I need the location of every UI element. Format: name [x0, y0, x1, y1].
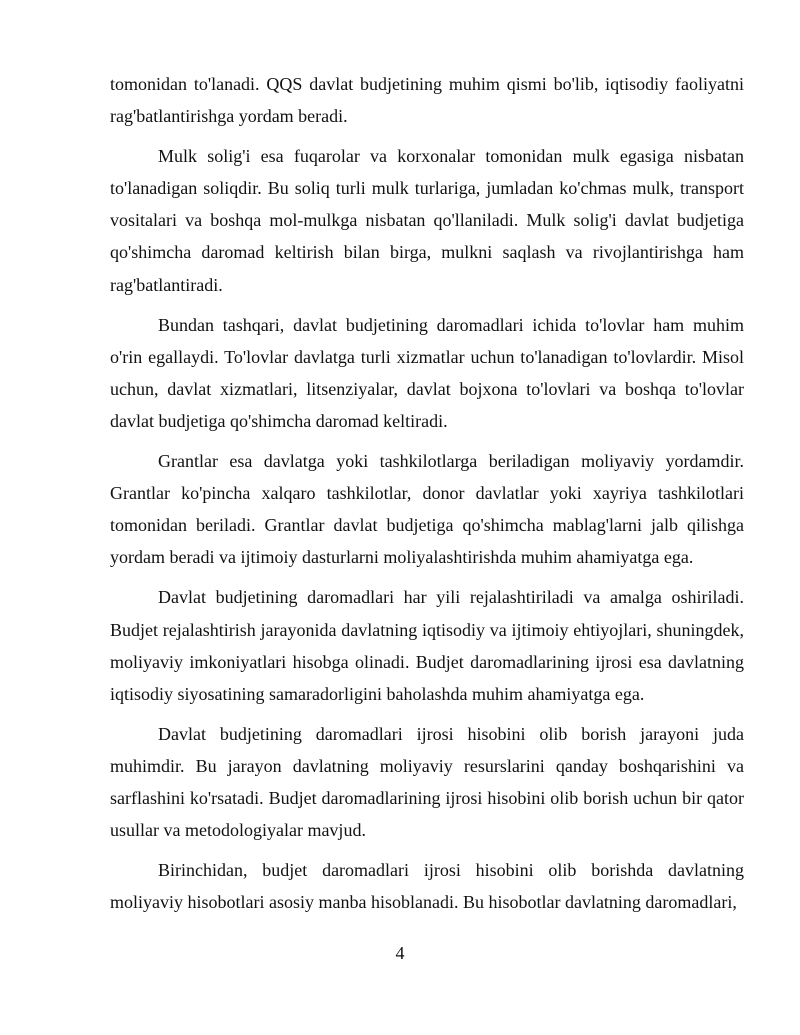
paragraph-fees: Bundan tashqari, davlat budjetining daromadlari ichida to'lovlar ham muhim o'rin egallaydi. To'lovlar davlatga turli xizmatlar uchun to'lanadigan to'lovlardir. Misol uchun, davlat xizmatlari, litsenziyalar, davlat bojxona to'lovlari va boshqa to'lovlar davlat budjetiga qo'shimcha daromad keltiradi. — [110, 314, 744, 431]
paragraph-financial-reports: Birinchidan, budjet daromadlari ijrosi hisobini olib borishda davlatning moliyaviy hisobotlari asosiy manba hisoblanadi. Bu hisobotlar davlatning daromadlari, — [110, 860, 744, 913]
paragraph-execution-accounting: Davlat budjetining daromadlari ijrosi hisobini olib borish jarayoni juda muhimdir. Bu jarayon davlatning moliyaviy resurslarini qanday boshqarishini va sarflashini ko'rsatadi. Budjet daromadlarining ijrosi hisobini olib borish uchun bir qator usullar va metodologiyalar mavjud. — [110, 723, 744, 841]
document-body — [110, 68, 744, 926]
paragraph-property-tax: Mulk solig'i esa fuqarolar va korxonalar tomonidan mulk egasiga nisbatan to'lanadigan soliqdir. Bu soliq turli mulk turlariga, jumladan ko'chmas mulk, transport vositalari va boshqa mol-mulkga nisbatan qo'llaniladi. Mulk solig'i davlat budjetiga qo'shimcha daromad keltirish bilan birga, mulkni saqlash va rivojlantirishga ham rag'batlantiradi. — [110, 146, 744, 295]
paragraph-grants: Grantlar esa davlatga yoki tashkilotlarga beriladigan moliyaviy yordamdir. Grantlar ko'pincha xalqaro tashkilotlar, donor davlatlar yoki xayriya tashkilotlari tomonidan beriladi. Grantlar davlat budjetiga qo'shimcha mablag'larni jalb qilishga yordam beradi va ijtimoiy dasturlarni moliyalashtirishda muhim ahamiyatga ega. — [110, 451, 744, 568]
paragraph-budget-planning: Davlat budjetining daromadlari har yili rejalashtiriladi va amalga oshiriladi. Budjet rejalashtirish jarayonida davlatning iqtisodiy va ijtimoiy ehtiyojlari, shuningdek, moliyaviy imkoniyatlari hisobga olinadi. Budjet daromadlarining ijrosi esa davlatning iqtisodiy siyosatining samaradorligini baholashda muhim ahamiyatga ega. — [110, 587, 744, 704]
paragraph-continuation: tomonidan to'lanadi. QQS davlat budjetining muhim qismi bo'lib, iqtisodiy faoliyatni rag'batlantirishga yordam beradi. — [110, 74, 744, 127]
page-number: 4 — [395, 943, 405, 963]
